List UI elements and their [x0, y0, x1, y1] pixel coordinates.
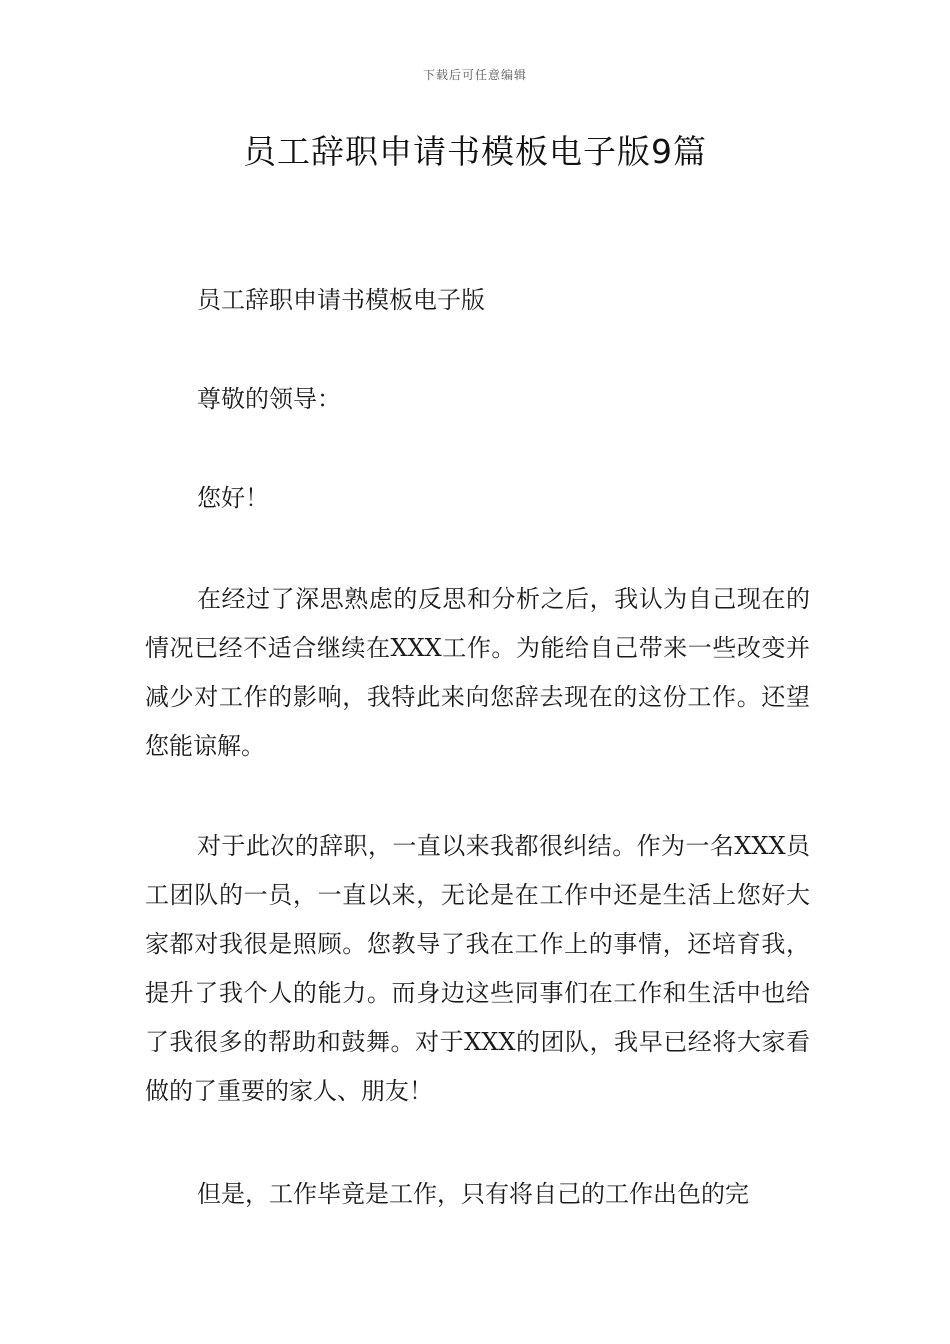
- document-title: 员工辞职申请书模板电子版9篇: [243, 132, 707, 171]
- body-paragraph: 对于此次的辞职，一直以来我都很纠结。作为一名XXX员工团队的一员，一直以来，无论是在工作中还是生活上您好大家都对我很是照顾。您教导了我在工作上的事情，还培育我，提升了我个人的能力。而身边这些同事们在工作和生活中也给了我很多的帮助和鼓舞。对于XXX的团队，我早已经将大家看做的了重要的家人、朋友！: [145, 832, 810, 1105]
- header-note: 下载后可任意编辑: [422, 68, 527, 82]
- subtitle-line: 员工辞职申请书模板电子版: [197, 286, 485, 314]
- body-paragraph: 但是，工作毕竟是工作，只有将自己的工作出色的完: [197, 1180, 749, 1208]
- body-paragraph: 在经过了深思熟虑的反思和分析之后，我认为自己现在的情况已经不适合继续在XXX工作。为能给自己带来一些改变并减少对工作的影响，我特此来向您辞去现在的这份工作。还望您能谅解。: [145, 585, 810, 760]
- salutation-line: 尊敬的领导：: [197, 385, 341, 413]
- greeting-line: 您好！: [197, 484, 269, 512]
